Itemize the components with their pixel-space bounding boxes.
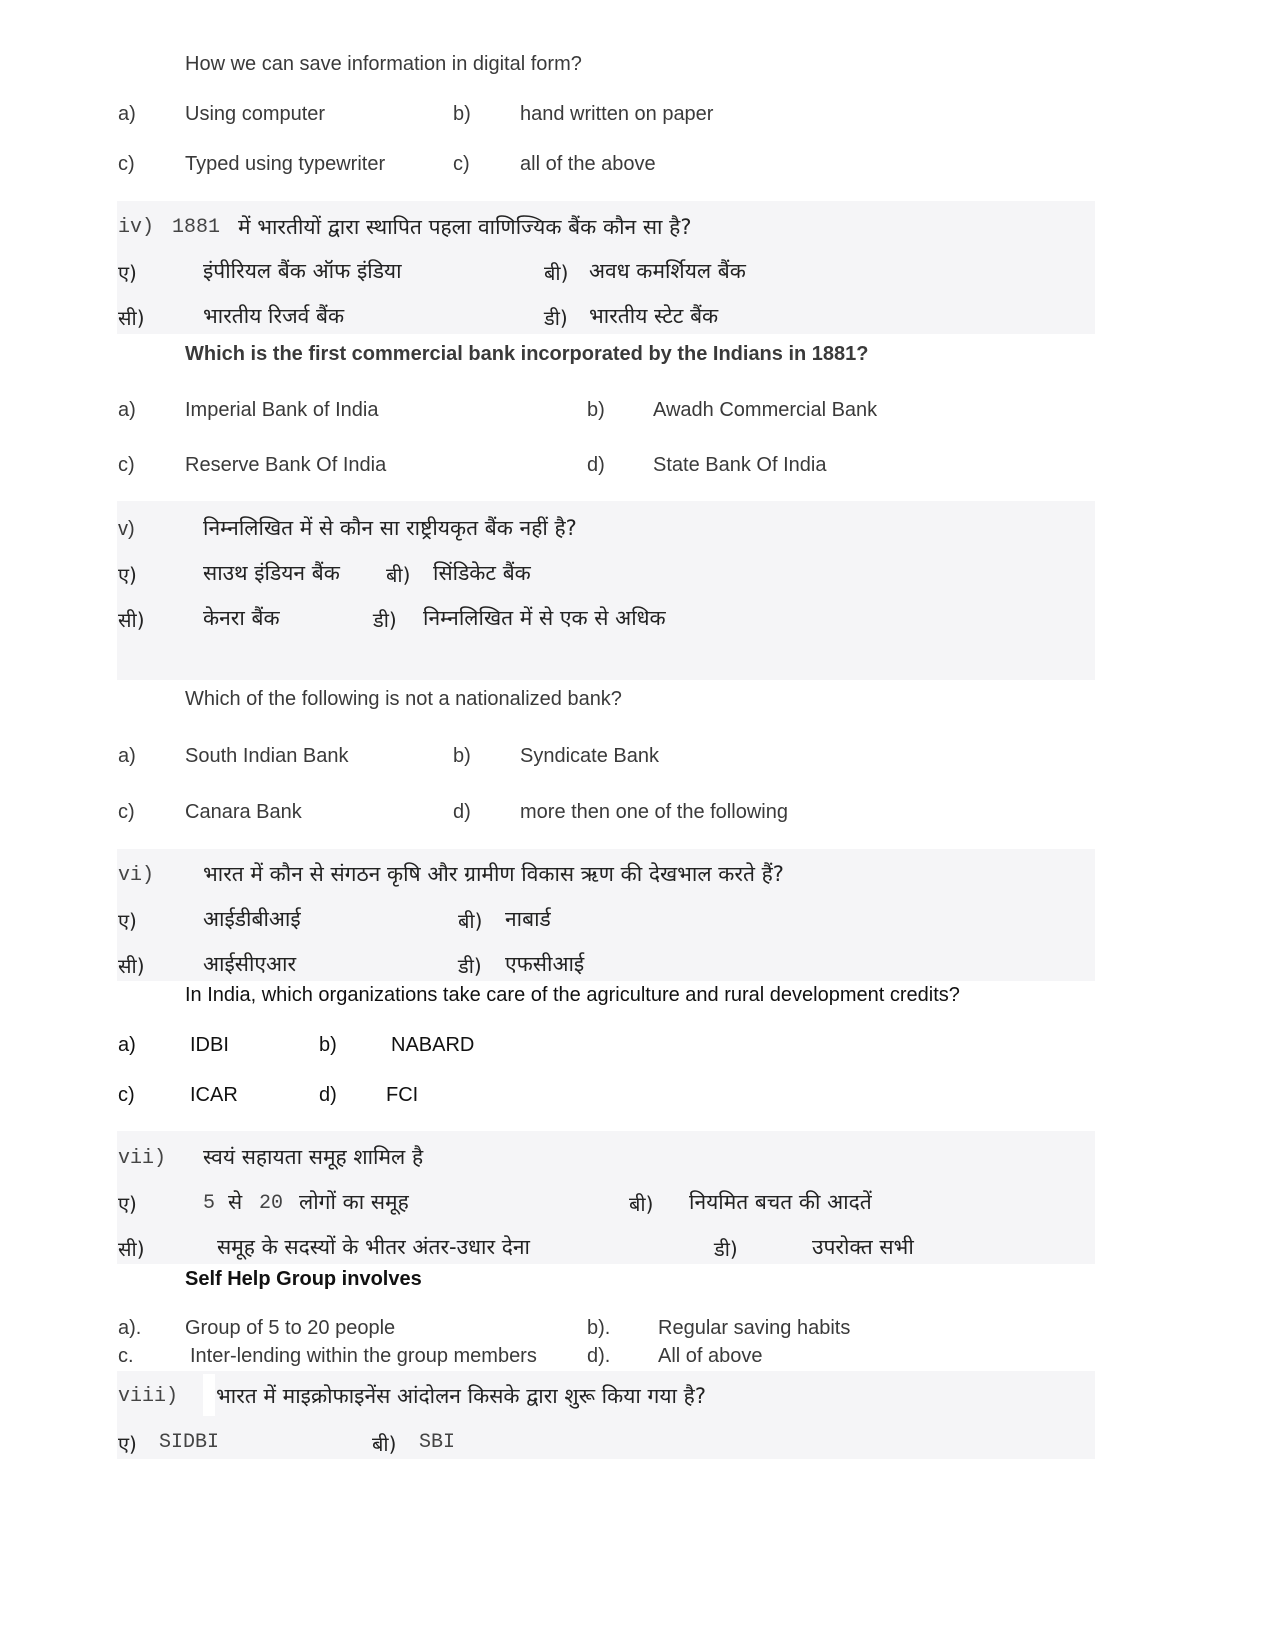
option-label: b).	[587, 1317, 611, 1339]
option-label: ए)	[118, 909, 137, 933]
option-text: State Bank Of India	[653, 454, 827, 476]
option-text-hindi: से	[228, 1190, 243, 1214]
option-text: All of above	[658, 1345, 763, 1367]
option-text: SBI	[419, 1431, 456, 1454]
option-text: South Indian Bank	[185, 745, 349, 767]
question-number: viii)	[118, 1385, 179, 1408]
option-label: c.	[118, 1345, 134, 1367]
question-text: Which of the following is not a nationalized bank?	[185, 688, 622, 710]
option-text-hindi: लोगों का समूह	[299, 1190, 409, 1214]
question-text-hindi: निम्नलिखित में से कौन सा राष्ट्रीयकृत बैंक नहीं है?	[203, 516, 577, 540]
option-label: बी)	[386, 563, 411, 587]
question-text: Which is the first commercial bank incorporated by the Indians in 1881?	[185, 343, 869, 365]
option-text: Group of 5 to 20 people	[185, 1317, 396, 1339]
option-label: सी)	[118, 306, 145, 330]
option-text: FCI	[386, 1084, 419, 1106]
option-text: Awadh Commercial Bank	[653, 399, 878, 421]
option-text: NABARD	[391, 1034, 475, 1056]
option-text: ICAR	[190, 1084, 238, 1106]
option-text: hand written on paper	[520, 103, 714, 125]
option-text-hindi: इंपीरियल बैंक ऑफ इंडिया	[203, 259, 402, 283]
option-label: बी)	[544, 261, 569, 285]
option-label: d)	[319, 1084, 337, 1106]
option-label: डी)	[458, 954, 482, 978]
option-label: c)	[118, 801, 135, 823]
option-label: c)	[118, 153, 135, 175]
option-text: SIDBI	[159, 1431, 220, 1454]
option-text-hindi: अवध कमर्शियल बैंक	[589, 259, 746, 283]
option-text-hindi: एफसीआई	[505, 952, 585, 976]
question-number: vii)	[118, 1147, 167, 1170]
option-text: Imperial Bank of India	[185, 399, 379, 421]
option-text-hindi: आईडीबीआई	[203, 907, 301, 931]
option-label: बी)	[372, 1432, 397, 1456]
option-text-hindi: केनरा बैंक	[203, 606, 280, 630]
option-text: Reserve Bank Of India	[185, 454, 387, 476]
option-label: a)	[118, 745, 136, 767]
question-text: In India, which organizations take care of the agriculture and rural development credits?	[185, 984, 960, 1006]
question-highlight	[203, 1374, 215, 1416]
option-label: b)	[453, 103, 471, 125]
question-number: vi)	[118, 864, 155, 887]
option-text-hindi: उपरोक्त सभी	[812, 1235, 914, 1259]
option-label: b)	[319, 1034, 337, 1056]
option-text: more then one of the following	[520, 801, 788, 823]
option-text-hindi: साउथ इंडियन बैंक	[203, 561, 340, 585]
question-text-hindi: भारत में माइक्रोफाइनेंस आंदोलन किसके द्वारा शुरू किया गया है?	[216, 1384, 706, 1408]
option-label: डी)	[373, 608, 397, 632]
option-label: d)	[587, 454, 605, 476]
option-text: Typed using typewriter	[185, 153, 386, 175]
option-text-hindi: नियमित बचत की आदतें	[689, 1190, 872, 1214]
option-label: ए)	[118, 1432, 137, 1456]
option-text-hindi: सिंडिकेट बैंक	[433, 561, 531, 585]
option-label: a).	[118, 1317, 142, 1339]
option-label: b)	[587, 399, 605, 421]
option-label: ए)	[118, 563, 137, 587]
option-text-hindi: निम्नलिखित में से एक से अधिक	[423, 606, 666, 630]
option-text-hindi: भारतीय रिजर्व बैंक	[203, 304, 345, 328]
option-label: बी)	[629, 1192, 654, 1216]
option-label: डी)	[544, 306, 568, 330]
option-label: d)	[453, 801, 471, 823]
question-text-hindi: भारत में कौन से संगठन कृषि और ग्रामीण विकास ऋण की देखभाल करते हैं?	[203, 862, 784, 886]
question-year: 1881	[172, 216, 221, 239]
option-label: सी)	[118, 1237, 145, 1261]
option-text: Inter-lending within the group members	[190, 1345, 537, 1367]
option-text-hindi: नाबार्ड	[505, 907, 551, 931]
option-label: c)	[118, 1084, 135, 1106]
option-label: c)	[453, 153, 470, 175]
option-label: सी)	[118, 608, 145, 632]
option-label: डी)	[714, 1237, 738, 1261]
option-label: b)	[453, 745, 471, 767]
option-label: d).	[587, 1345, 611, 1367]
option-label: ए)	[118, 261, 137, 285]
option-label: a)	[118, 1034, 136, 1056]
option-text-hindi: आईसीएआर	[203, 952, 297, 976]
question-text-hindi: स्वयं सहायता समूह शामिल है	[203, 1145, 424, 1169]
option-text: IDBI	[190, 1034, 229, 1056]
option-text: all of the above	[520, 153, 656, 175]
option-label: बी)	[458, 909, 483, 933]
option-text: Regular saving habits	[658, 1317, 851, 1339]
option-label: ए)	[118, 1192, 137, 1216]
question-text: How we can save information in digital form?	[185, 53, 582, 75]
option-text: Using computer	[185, 103, 326, 125]
option-number: 5	[203, 1192, 216, 1215]
option-text-hindi: समूह के सदस्यों के भीतर अंतर-उधार देना	[217, 1235, 530, 1259]
option-text: Syndicate Bank	[520, 745, 659, 767]
option-label: c)	[118, 454, 135, 476]
option-number: 20	[259, 1192, 284, 1215]
option-text: Canara Bank	[185, 801, 302, 823]
option-label: a)	[118, 103, 136, 125]
question-number: iv)	[118, 216, 155, 239]
option-label: a)	[118, 399, 136, 421]
option-text-hindi: भारतीय स्टेट बैंक	[589, 304, 719, 328]
question-text-hindi: में भारतीयों द्वारा स्थापित पहला वाणिज्यिक बैंक कौन सा है?	[238, 215, 692, 239]
question-number: v)	[118, 518, 135, 540]
option-label: सी)	[118, 954, 145, 978]
question-text: Self Help Group involves	[185, 1268, 422, 1290]
